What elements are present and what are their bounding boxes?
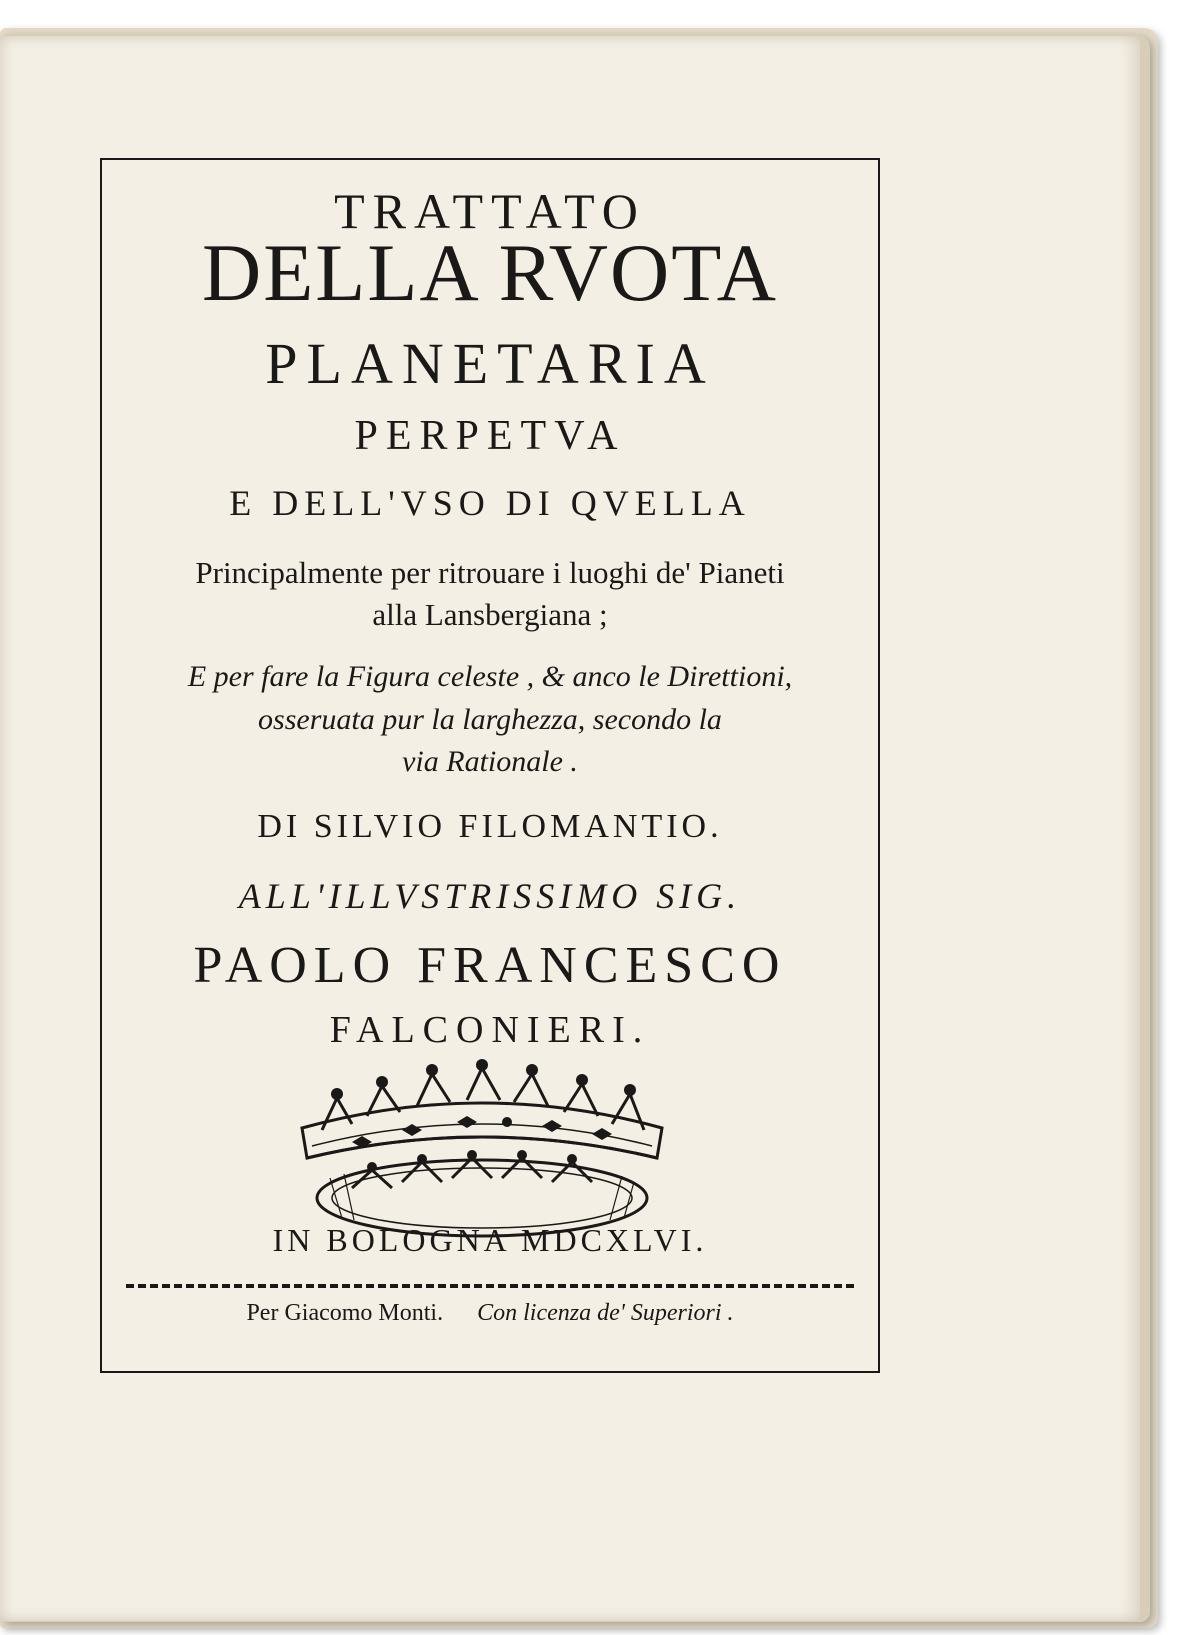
crown-icon [282, 1058, 682, 1243]
imprint-line [102, 1300, 878, 1327]
subtitle-italic-1: E per fare la Figura celeste , & anco le Direttioni, [187, 660, 793, 693]
subtitle-italic-3: via Rationale . [402, 745, 578, 778]
title-line-4: PERPETVA [354, 413, 626, 459]
place-date-line: IN BOLOGNA MDCXLVI. [272, 1222, 708, 1258]
dedication-line: ALL'ILLVSTRISSIMO SIG. [238, 876, 742, 916]
publisher-text: Per Giacomo Monti. [246, 1300, 444, 1326]
subtitle-line-1: Principalmente per ritrouare i luoghi de' Pianeti [195, 555, 785, 590]
divider-rule [126, 1284, 854, 1288]
book-page [0, 36, 1140, 1621]
subtitle-italic-2: osseruata pur la larghezza, secondo la [258, 703, 722, 736]
title-line-1: TRATTATO [334, 183, 646, 239]
title-line-5: E DELL'VSO DI QVELLA [229, 483, 751, 523]
dedicatee-line-2: FALCONIERI. [329, 1009, 651, 1051]
subtitle-line-2: alla Lansbergiana ; [372, 597, 608, 632]
title-line-2: DELLA RVOTA [202, 227, 778, 318]
license-text: Con licenza de' Superiori . [477, 1300, 734, 1326]
author-line: DI SILVIO FILOMANTIO. [257, 808, 723, 845]
title-line-3: PLANETARIA [265, 331, 715, 396]
dedicatee-line-1: PAOLO FRANCESCO [193, 937, 787, 994]
title-frame [100, 158, 880, 1373]
